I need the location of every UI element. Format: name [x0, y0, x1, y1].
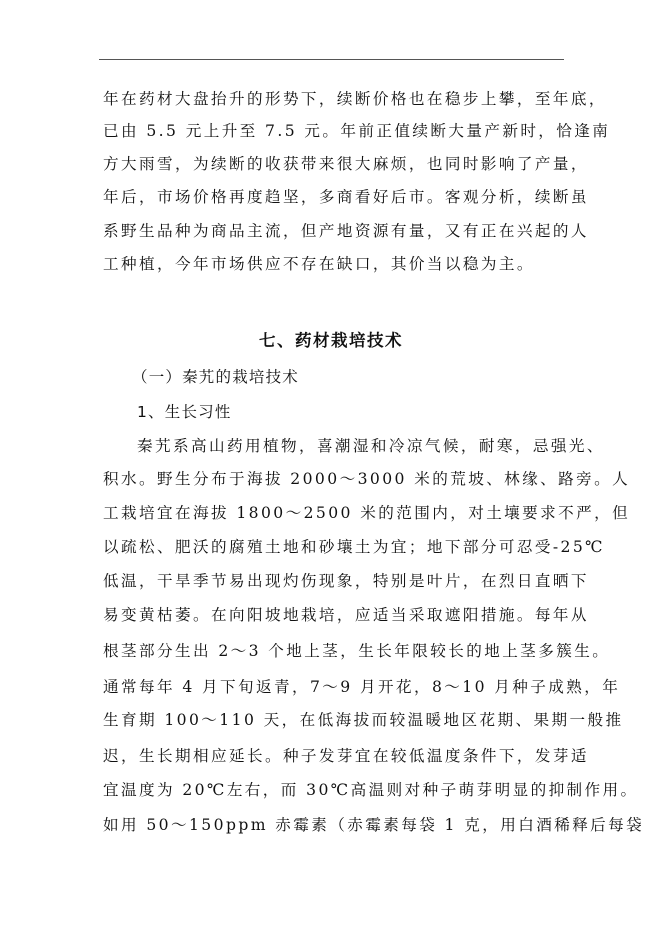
body-line: 易变黄枯萎。在向阳坡地栽培，应适当采取遮阳措施。每年从 — [103, 606, 589, 624]
intro-line: 系野生品种为商品主流，但产地资源有量，又有正在兴起的人 — [103, 222, 589, 240]
body-line: 根茎部分生出 2～3 个地上茎，生长年限较长的地上茎多簇生。 — [103, 642, 611, 660]
subsection-title: （一）秦艽的栽培技术 — [132, 368, 300, 386]
body-line: 低温，干旱季节易出现灼伤现象，特别是叶片，在烈日直晒下 — [103, 572, 589, 590]
item-title: 1、生长习性 — [137, 403, 232, 421]
body-line: 通常每年 4 月下旬返青，7～9 月开花，8～10 月种子成熟，年 — [103, 678, 621, 696]
intro-line: 年在药材大盘抬升的形势下，续断价格也在稳步上攀，至年底， — [103, 90, 607, 108]
intro-line: 年后，市场价格再度趋坚，多商看好后市。客观分析，续断虽 — [103, 188, 589, 206]
body-line: 秦艽系高山药用植物，喜潮湿和冷凉气候，耐寒，忌强光、 — [137, 437, 605, 455]
intro-line: 方大雨雪，为续断的收获带来很大麻烦，也同时影响了产量， — [103, 155, 589, 173]
header-rule — [99, 59, 564, 60]
body-line: 积水。野生分布于海拔 2000～3000 米的荒坡、林缘、路旁。人 — [103, 470, 631, 488]
body-line: 生育期 100～110 天，在低海拔而较温暖地区花期、果期一般推 — [103, 711, 624, 729]
body-line: 宜温度为 20℃左右，而 30℃高温则对种子萌芽明显的抑制作用。 — [103, 781, 639, 799]
body-line: 迟，生长期相应延长。种子发芽宜在较低温度条件下，发芽适 — [103, 747, 589, 765]
intro-line: 已由 5.5 元上升至 7.5 元。年前正值续断大量产新时，恰逢南 — [103, 122, 611, 140]
intro-line: 工种植，今年市场供应不存在缺口，其价当以稳为主。 — [103, 255, 535, 273]
body-line: 如用 50～150ppm 赤霉素（赤霉素每袋 1 克，用白酒稀释后每袋 — [103, 816, 645, 834]
section-title: 七、药材栽培技术 — [259, 331, 403, 350]
body-line: 工栽培宜在海拔 1800～2500 米的范围内，对土壤要求不严，但 — [103, 504, 631, 522]
body-line: 以疏松、肥沃的腐殖土地和砂壤土为宜；地下部分可忍受-25℃ — [103, 538, 605, 556]
